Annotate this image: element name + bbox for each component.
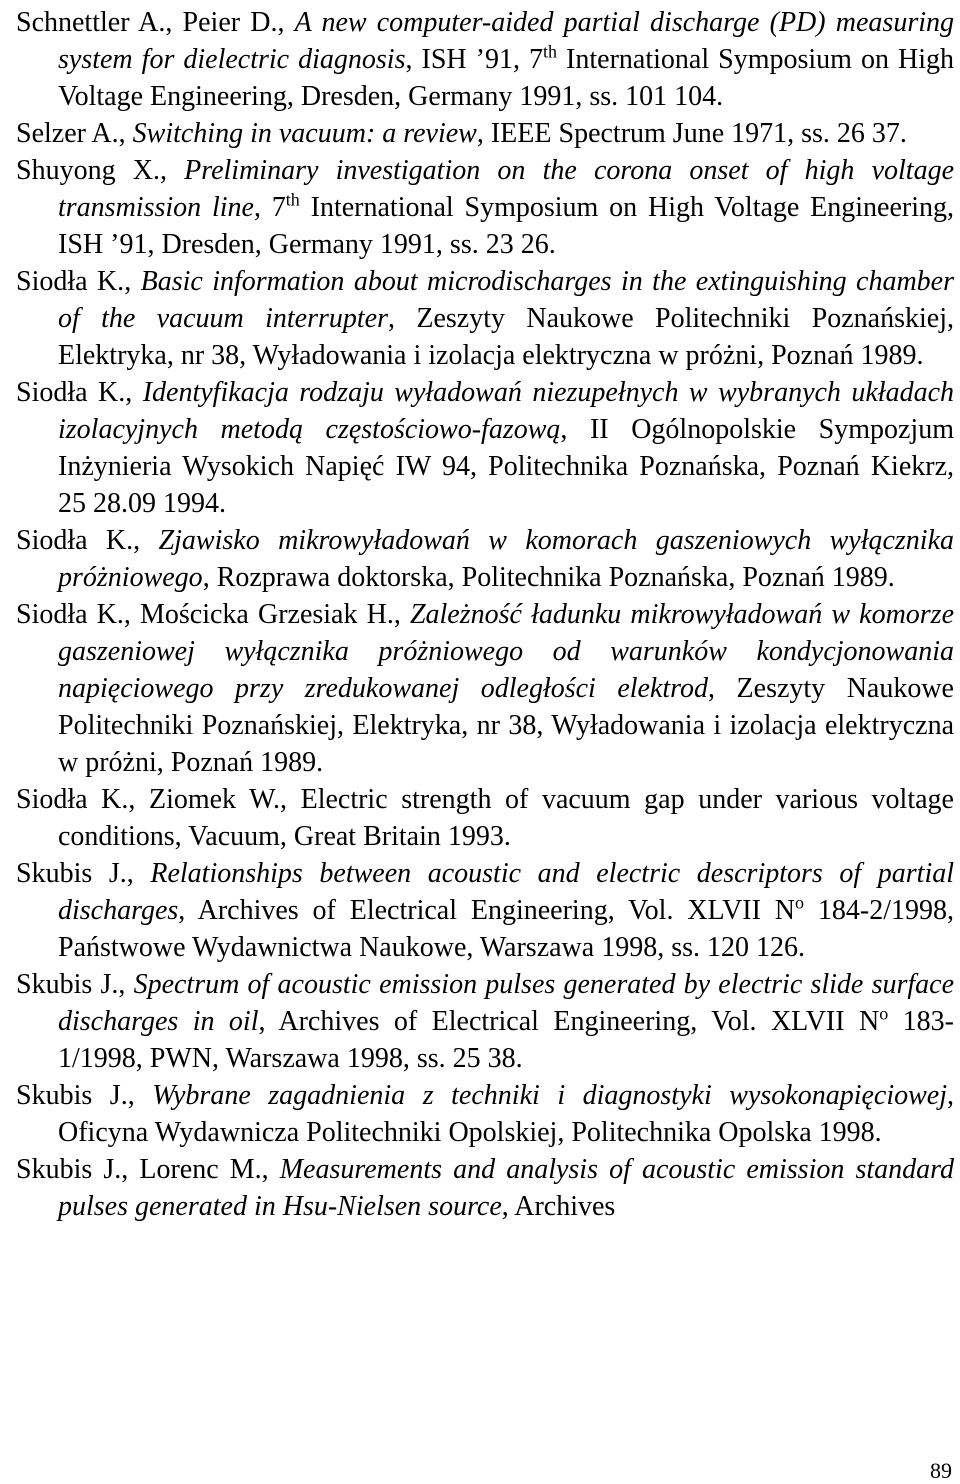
reference-title: Zjawisko mikrowyładowań w komorach gaszeniowych wyłącznika próżniowego [58, 525, 955, 593]
superscript: th [285, 189, 300, 210]
reference-title: Zależność ładunku mikrowyładowań w komorze gaszeniowej wyłącznika próżniowego od warunków kondycjonowania napięciowego przy zredukowanej odległości elektrod [58, 599, 955, 704]
reference-authors: Skubis J. [16, 1080, 128, 1111]
reference-details: , Zeszyty Naukowe Politechniki Poznańskiej, Elektryka, nr 38, Wyładowania i izolacja elektryczna w próżni, Poznań 1989. [58, 673, 954, 778]
reference-details: , Archives of Electrical Engineering, Vol. XLVII N [178, 895, 796, 926]
reference-authors: Skubis J., Lorenc M. [16, 1154, 262, 1185]
reference-details: , Rozprawa doktorska, Politechnika Poznańska, Poznań 1989. [202, 562, 895, 593]
reference-authors: Selzer A. [16, 118, 119, 149]
page-number: 89 [930, 1458, 952, 1483]
reference-item: Schnettler A., Peier D., A new computer-aided partial discharge (PD) measuring system for dielectric diagnosis, ISH ’91, 7th International Symposium on High Voltage Engineering, Dresden, Germany 1991, ss. 101 104. [16, 7, 954, 112]
reference-title: Relationships between acoustic and electric descriptors of partial discharges [58, 858, 955, 926]
reference-details-cont: International Symposium on High Voltage Engineering, ISH ’91, Dresden, Germany 1991, ss. 23 26. [58, 192, 954, 260]
reference-item: Siodła K., Ziomek W., Electric strength of vacuum gap under various voltage conditions, Vacuum, Great Britain 1993. [16, 784, 954, 852]
reference-title: Wybrane zagadnienia z techniki i diagnostyki wysokonapięciowej [152, 1080, 947, 1111]
reference-authors: Shuyong X. [16, 155, 160, 186]
reference-authors: Siodła K., Mościcka Grzesiak H. [16, 599, 394, 630]
reference-details-cont: 184-2/1998, Państwowe Wydawnictwa Naukowe, Warszawa 1998, ss. 120 126. [58, 895, 954, 963]
reference-details: , Oficyna Wydawnicza Politechniki Opolskiej, Politechnika Opolska 1998. [58, 1080, 954, 1148]
reference-item: Selzer A., Switching in vacuum: a review, IEEE Spectrum June 1971, ss. 26 37. [16, 118, 907, 149]
reference-details: , II Ogólnopolskie Sympozjum Inżynieria Wysokich Napięć IW 94, Politechnika Poznańska, Poznań Kiekrz, 25 28.09 1994. [58, 414, 954, 519]
reference-authors: Siodła K. [16, 266, 125, 297]
reference-details: Electric strength of vacuum gap under various voltage conditions, Vacuum, Great Britain 1993. [58, 784, 954, 852]
reference-details: , IEEE Spectrum June 1971, ss. 26 37. [476, 118, 907, 149]
superscript: o [879, 1003, 889, 1024]
reference-authors: Siodła K. [16, 377, 126, 408]
reference-title: A new computer-aided partial discharge (PD) measuring system for dielectric diagnosis [58, 7, 954, 75]
reference-item: Siodła K., Basic information about microdischarges in the extinguishing chamber of the vacuum interrupter, Zeszyty Naukowe Politechniki Poznańskiej, Elektryka, nr 38, Wyładowania i izolacja elektryczna w próżni, Poznań 1989. [16, 266, 955, 371]
reference-item: Skubis J., Wybrane zagadnienia z techniki i diagnostyki wysokonapięciowej, Oficyna Wydawnicza Politechniki Opolskiej, Politechnika Opolska 1998. [16, 1080, 954, 1148]
reference-item: Shuyong X., Preliminary investigation on the corona onset of high voltage transmission line, 7th International Symposium on High Voltage Engineering, ISH ’91, Dresden, Germany 1991, ss. 23 26. [16, 155, 954, 260]
reference-details: , Archives [501, 1191, 616, 1222]
reference-authors: Skubis J. [16, 969, 119, 1000]
reference-item: Siodła K., Mościcka Grzesiak H., Zależność ładunku mikrowyładowań w komorze gaszeniowej wyłącznika próżniowego od warunków kondycjonowania napięciowego przy zredukowanej odległości elektrod, Zeszyty Naukowe Politechniki Poznańskiej, Elektryka, nr 38, Wyładowania i izolacja elektryczna w próżni, Poznań 1989. [16, 599, 955, 778]
reference-item: Siodła K., Zjawisko mikrowyładowań w komorach gaszeniowych wyłącznika próżniowego, Rozprawa doktorska, Politechnika Poznańska, Poznań 1989. [16, 525, 955, 593]
reference-authors: Siodła K., Ziomek W. [16, 784, 280, 815]
reference-authors: Siodła K. [16, 525, 134, 556]
reference-list [8, 4, 954, 1225]
reference-item: Siodła K., Identyfikacja rodzaju wyładowań niezupełnych w wybranych układach izolacyjnych metodą częstościowo-fazową, II Ogólnopolskie Sympozjum Inżynieria Wysokich Napięć IW 94, Politechnika Poznańska, Poznań Kiekrz, 25 28.09 1994. [16, 377, 955, 519]
reference-details: , Archives of Electrical Engineering, Vol. XLVII N [258, 1006, 880, 1037]
reference-item: Skubis J., Lorenc M., Measurements and analysis of acoustic emission standard pulses generated in Hsu-Nielsen source, Archives [16, 1154, 954, 1222]
reference-details: , ISH ’91, 7 [405, 44, 544, 75]
reference-title: Spectrum of acoustic emission pulses generated by electric slide surface discharges in oil [58, 969, 954, 1037]
reference-authors: Skubis J. [16, 858, 127, 889]
reference-details: , 7 [253, 192, 286, 223]
reference-title: Switching in vacuum: a review [132, 118, 477, 149]
reference-title: Identyfikacja rodzaju wyładowań niezupełnych w wybranych układach izolacyjnych metodą częstościowo-fazową [58, 377, 955, 445]
reference-item: Skubis J., Relationships between acoustic and electric descriptors of partial discharges, Archives of Electrical Engineering, Vol. XLVII $N^o$ 184-2/1998, Państwowe Wydawnictwa Naukowe, Warszawa 1998, ss. 120 126. [16, 858, 955, 963]
reference-title: Preliminary investigation on the corona onset of high voltage transmission line [58, 155, 954, 223]
reference-title: Basic information about microdischarges in the extinguishing chamber of the vacuum interrupter [58, 266, 955, 334]
reference-item: Skubis J., Spectrum of acoustic emission pulses generated by electric slide surface discharges in oil, Archives of Electrical Engineering, Vol. XLVII $N^o$ 183-1/1998, PWN, Warszawa 1998, ss. 25 38. [16, 969, 954, 1074]
reference-details-cont: 183-1/1998, PWN, Warszawa 1998, ss. 25 38. [58, 1006, 954, 1074]
reference-authors: Schnettler A., Peier D. [16, 7, 278, 38]
reference-details-cont: International Symposium on High Voltage Engineering, Dresden, Germany 1991, ss. 101 104. [58, 44, 954, 112]
superscript: th [543, 41, 558, 62]
reference-details: , Zeszyty Naukowe Politechniki Poznańskiej, Elektryka, nr 38, Wyładowania i izolacja elektryczna w próżni, Poznań 1989. [58, 303, 954, 371]
reference-title: Measurements and analysis of acoustic emission standard pulses generated in Hsu-Nielsen source [58, 1154, 954, 1222]
superscript: o [795, 892, 805, 913]
